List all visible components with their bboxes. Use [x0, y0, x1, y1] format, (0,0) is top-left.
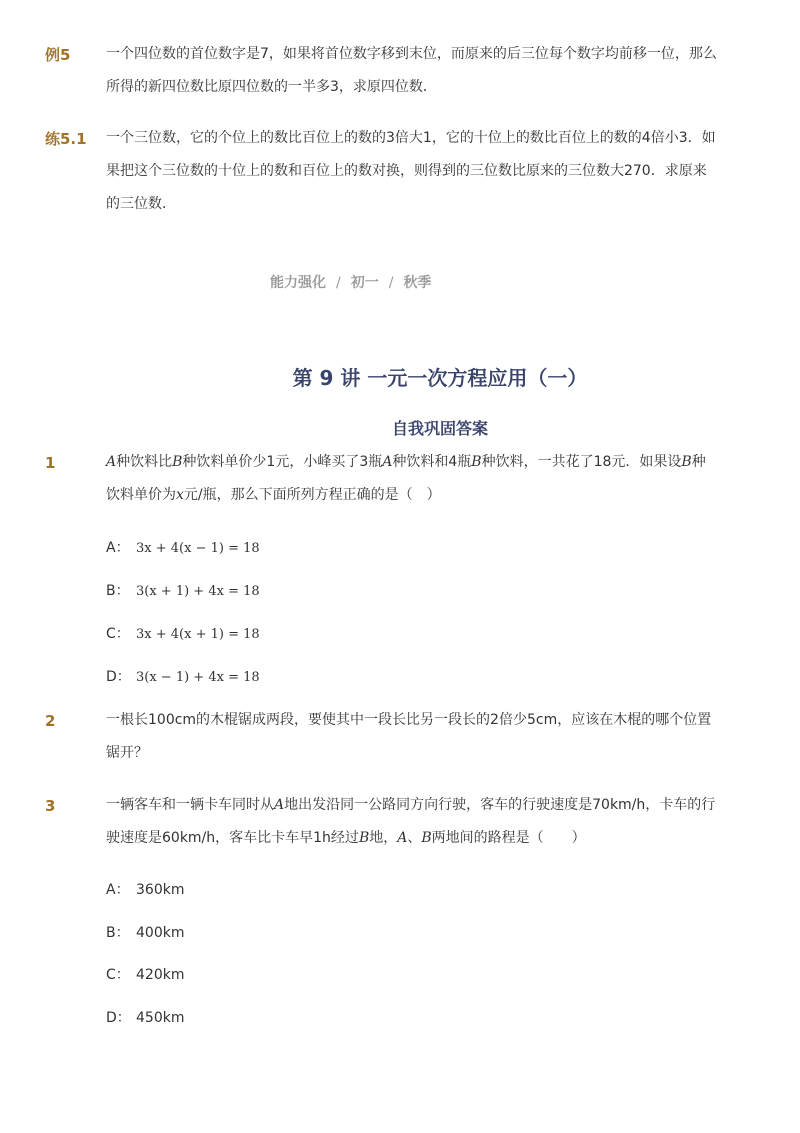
- option-b[interactable]: B： 3(x + 1) + 4x = 18: [106, 583, 260, 599]
- example-label: 例5: [45, 46, 71, 64]
- section-title: 自我巩固答案: [391, 419, 488, 438]
- breadcrumb-item: 初一: [350, 275, 379, 291]
- practice-label: 练5.1: [45, 130, 87, 148]
- option-c[interactable]: C： 420km: [106, 967, 185, 983]
- breadcrumb: [270, 273, 431, 293]
- option-d[interactable]: D： 450km: [106, 1010, 185, 1026]
- question-text: 一根长100cm的木棍锯成两段，要使其中一段长比另一段长的2倍少5cm，应该在木棍的哪个位置锯开？: [106, 712, 712, 761]
- question-number: 3: [45, 797, 56, 815]
- option-c[interactable]: C： 3x + 4(x + 1) = 18: [106, 626, 260, 642]
- question-text: A种饮料比B种饮料单价少1元，小峰买了3瓶A种饮料和4瓶B种饮料，一共花了18元．如果设B种饮料单价为x元/瓶，那么下面所列方程正确的是（ ）: [106, 454, 706, 503]
- practice-text: 一个三位数，它的个位上的数比百位上的数的3倍大1，它的十位上的数比百位上的数的4倍小3．如果把这个三位数的十位上的数和百位上的数对换，则得到的三位数比原来的三位数大270．求原来的三位数．: [106, 130, 716, 212]
- option-a[interactable]: A： 360km: [106, 882, 185, 898]
- breadcrumb-item: 秋季: [403, 275, 432, 291]
- question-text: 一辆客车和一辆卡车同时从A地出发沿同一公路同方向行驶，客车的行驶速度是70km/h，卡车的行驶速度是60km/h，客车比卡车早1h经过B地，A、B两地间的路程是（ ）: [106, 797, 716, 846]
- question-number: 1: [45, 454, 56, 472]
- breadcrumb-separator: /: [388, 275, 394, 291]
- option-b[interactable]: B： 400km: [106, 925, 185, 941]
- lecture-title: 第 9 讲 一元一次方程应用（一）: [292, 366, 588, 390]
- example-text: 一个四位数的首位数字是7，如果将首位数字移到末位，而原来的后三位每个数字均前移一位，那么所得的新四位数比原四位数的一半多3，求原四位数．: [106, 46, 717, 95]
- breadcrumb-item: 能力强化: [270, 275, 326, 291]
- option-a[interactable]: A： 3x + 4(x − 1) = 18: [106, 540, 260, 556]
- breadcrumb-separator: /: [336, 275, 341, 291]
- question-number: 2: [45, 712, 56, 730]
- option-d[interactable]: D： 3(x − 1) + 4x = 18: [106, 669, 260, 685]
